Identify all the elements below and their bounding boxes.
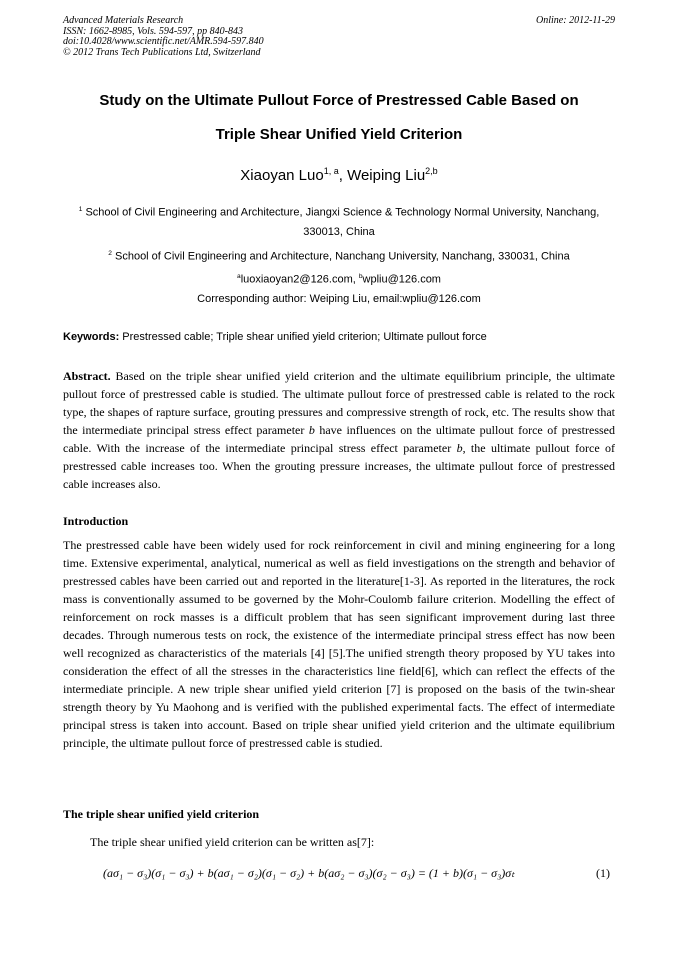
- abstract-text-2: have influences on the ultimate pullout force of prestressed cable. With the increase of the intermediate principal stress effect parameter: [63, 423, 616, 455]
- journal-name: Advanced Materials Research: [63, 15, 184, 26]
- author-separator: ,: [338, 167, 348, 184]
- email-b-mark: b: [358, 273, 363, 280]
- issn-line: ISSN: 1662-8985, Vols. 594-597, pp 840-843: [63, 25, 243, 37]
- online-date: Online: 2012-11-29: [536, 15, 615, 26]
- author-1-affiliation-mark: 1, a: [323, 166, 339, 176]
- author-emails: [63, 269, 615, 288]
- affiliation-1-text: School of Civil Engineering and Architecture, Jiangxi Science & Technology Normal University, Nanchang, 330013, China: [82, 206, 600, 238]
- equation-1-number: (1): [596, 866, 610, 880]
- abstract-param-b-1: b: [308, 423, 315, 437]
- affiliation-1: [63, 200, 615, 242]
- affiliation-2: [63, 244, 615, 267]
- abstract-text-3: , the ultimate pullout force of prestressed cable increases too. When the grouting pressure increases, the ultimate pullout force of prestressed cable increases also.: [63, 441, 615, 491]
- introduction-heading: Introduction: [63, 514, 129, 528]
- triple-shear-intro: The triple shear unified yield criterion can be written as[7]:: [90, 835, 375, 849]
- paper-title-line-2: Triple Shear Unified Yield Criterion: [215, 126, 463, 143]
- paper-title-line-1: Study on the Ultimate Pullout Force of Prestressed Cable Based on: [99, 92, 579, 109]
- triple-shear-heading: The triple shear unified yield criterion: [63, 807, 260, 821]
- author-2-affiliation-mark: 2,b: [425, 166, 438, 176]
- abstract-label: Abstract.: [63, 369, 111, 383]
- corresponding-author: Corresponding author: Weiping Liu, email:wpliu@126.com: [197, 293, 481, 305]
- email-a-mark: a: [237, 273, 241, 280]
- equation-1-body: (aσ₁ − σ₃)(σ₁ − σ₃) + b(aσ₁ − σ₂)(σ₁ − σ₂) + b(aσ₂ − σ₃)(σ₂ − σ₃) = (1 + b)(σ₁ − σ₃)σₜ: [103, 866, 515, 880]
- equation-1: [103, 864, 515, 882]
- keywords-label: Keywords:: [63, 331, 120, 343]
- affiliation-2-number: 2: [108, 250, 112, 257]
- author-1-name: Xiaoyan Luo: [240, 167, 324, 184]
- author-2-name: Weiping Liu: [347, 167, 426, 184]
- abstract: [63, 367, 615, 493]
- keywords: [63, 329, 615, 345]
- affiliation-1-number: 1: [78, 206, 83, 213]
- abstract-param-b-2: b: [456, 441, 463, 455]
- abstract-text-1: Based on the triple shear unified yield criterion and the ultimate equilibrium principle, the ultimate pullout force of prestressed cable is studied. The ultimate pullout force of prestressed cable is related to the rock type, the shapes of rapture surface, grouting pressures and compressive strength of rock, etc. The results show that the intermediate principal stress effect parameter: [63, 369, 615, 437]
- author-list: [63, 166, 615, 184]
- email-a: luoxiaoyan2@126.com,: [240, 273, 359, 286]
- doi-line: doi:10.4028/www.scientific.net/AMR.594-597.840: [63, 36, 264, 48]
- affiliation-2-text: School of Civil Engineering and Architecture, Nanchang University, Nanchang, 330031, China: [111, 250, 570, 263]
- copyright-line: © 2012 Trans Tech Publications Ltd, Switzerland: [63, 46, 261, 58]
- email-b: wpliu@126.com: [362, 273, 441, 286]
- introduction-body: The prestressed cable have been widely used for rock reinforcement in civil and mining engineering for a long time. Extensive experimental, analytical, numerical as well as field investigations on the strength and behavior of prestressed cables have been carried out and reported in the literature[1-3]. As reported in the literatures, the rock mass is conventionally assumed to be governed by the Mohr-Coulomb failure criterion. Modelling the effect of reinforcement on rock masses is a difficult problem that has seen significant improvement during last three decades. Through numerous tests on rock, the existence of the intermediate principal stress effect has now been well recognized as characteristics of the materials [4] [5].The unified strength theory proposed by YU takes into consideration the effect of all the stresses in the characteristics line field[6], which can reflect the effects of the intermediate principle. A new triple shear unified yield criterion [7] is proposed on the basis of the twin-shear strength theory by Yu Maohong and is verified with the published experimental facts. The effect of intermediate principal stress is taken into account. Based on triple shear unified yield criterion and the ultimate equilibrium principle, the ultimate pullout force of prestressed cable is studied.: [63, 538, 615, 750]
- journal-header: [63, 16, 615, 58]
- keywords-text: Prestressed cable; Triple shear unified yield criterion; Ultimate pullout force: [119, 331, 487, 343]
